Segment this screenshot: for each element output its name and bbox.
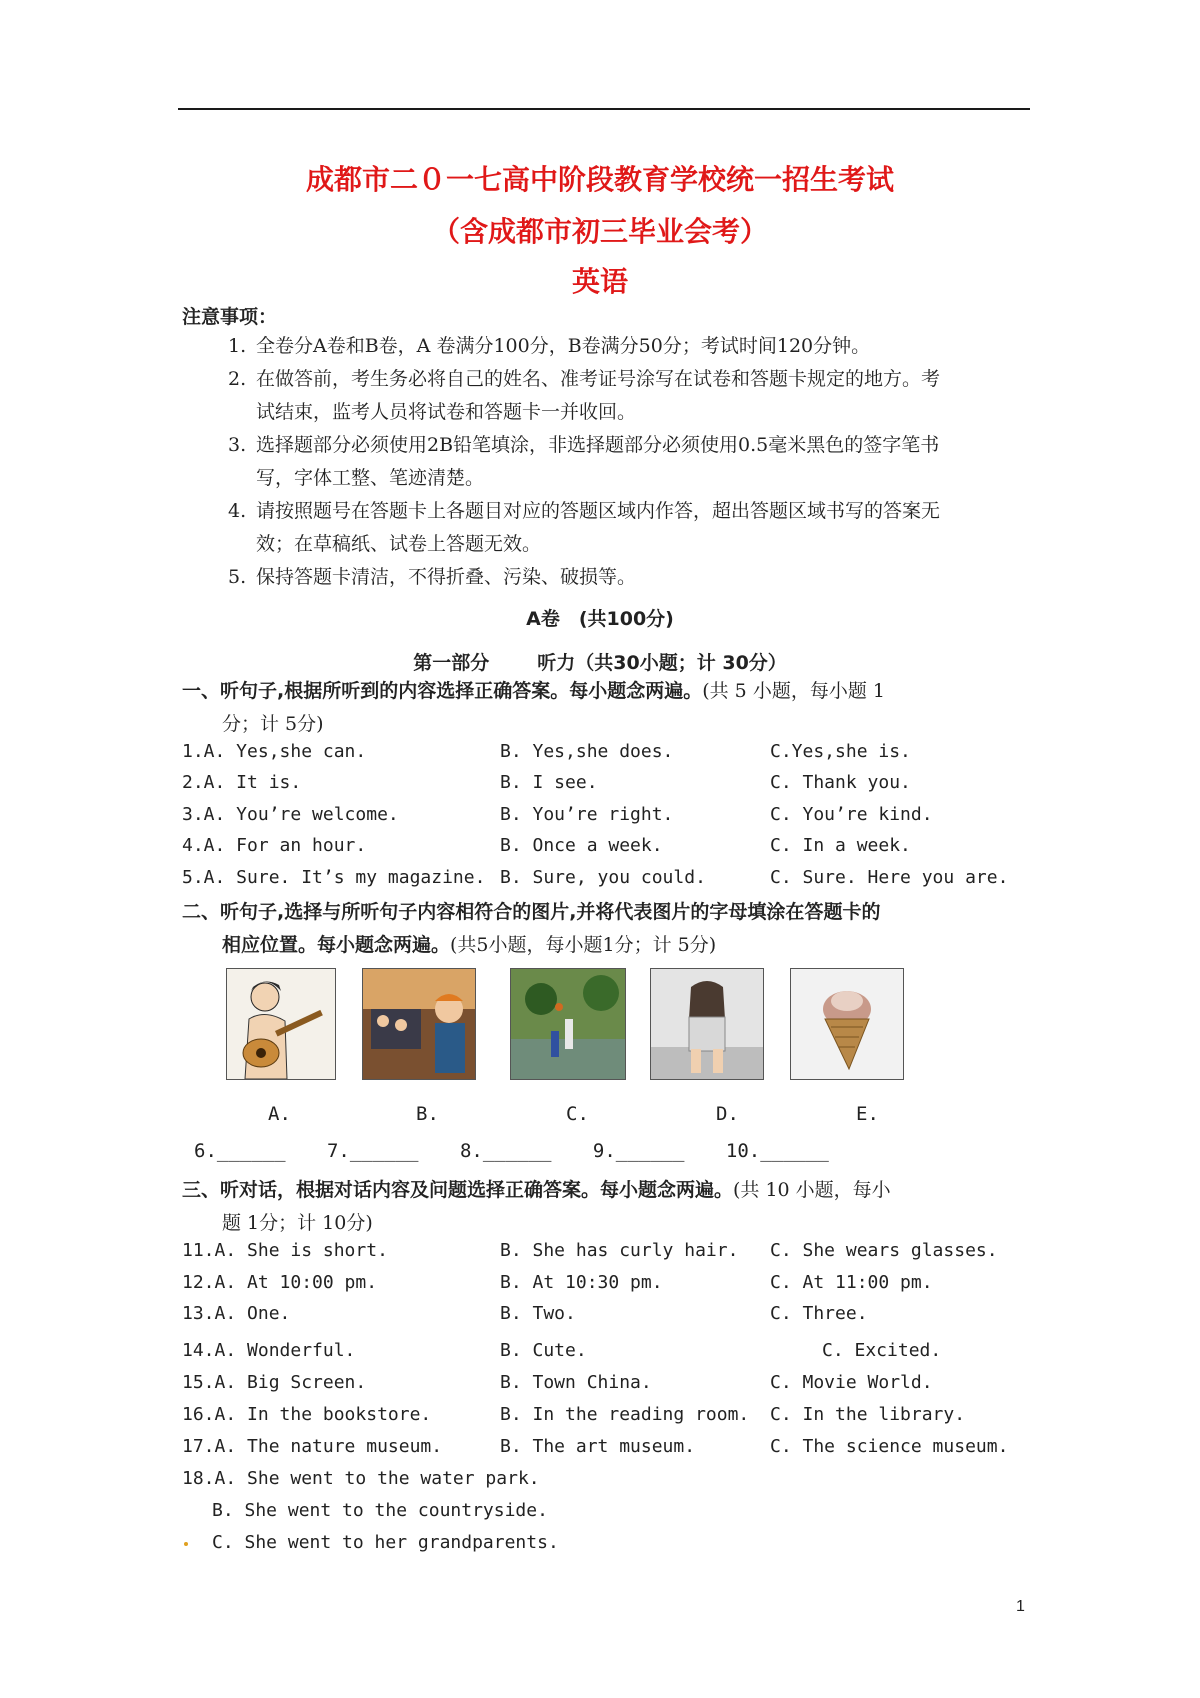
question-row: [182, 1496, 1042, 1526]
section-2-instruction: 二、听句子,选择与所听句子内容相符合的图片,并将代表图片的字母填涂在答题卡的: [182, 901, 881, 923]
question-row: [182, 1268, 1042, 1298]
ice-cream-illustration: [791, 969, 903, 1079]
option-b: B. She went to the countryside.: [212, 1500, 548, 1521]
part-one-heading: [0, 648, 1200, 675]
option-a: 15.A. Big Screen.: [182, 1372, 367, 1393]
top-rule: [178, 108, 1030, 110]
note-text: 请按照题号在答题卡上各题目对应的答题区域内作答，超出答题区域书写的答案无: [256, 500, 941, 522]
option-a: 3.A. You’re welcome.: [182, 804, 399, 825]
note-item: [228, 363, 1028, 429]
section-1-heading: [182, 675, 1022, 741]
classroom-illustration: [363, 969, 475, 1079]
option-c: C. In a week.: [770, 835, 911, 856]
note-item: [228, 429, 1028, 495]
stray-mark: [184, 1542, 188, 1546]
option-b: B. Once a week.: [500, 835, 663, 856]
exam-subtitle: （含成都市初三毕业会考）: [431, 215, 768, 248]
question-row: [182, 1432, 1042, 1462]
picture-label-a: A.: [268, 1103, 291, 1125]
part-title: 听力（共30小题；计 30分）: [537, 652, 787, 674]
note-text: 全卷分A卷和B卷，A 卷满分100分，B卷满分50分；考试时间120分钟。: [256, 335, 871, 357]
picture-classroom: [362, 968, 476, 1080]
picture-guitar: [226, 968, 336, 1080]
question-row: [182, 1236, 1042, 1266]
option-c: C. You’re kind.: [770, 804, 933, 825]
picture-ice-cream: [790, 968, 904, 1080]
question-row: [182, 1400, 1042, 1430]
note-text-cont: 效；在草稿纸、试卷上答题无效。: [256, 533, 542, 555]
option-b: B. I see.: [500, 772, 598, 793]
note-number: 4.: [228, 500, 247, 522]
section-3-heading: [182, 1174, 1022, 1240]
option-a: 1.A. Yes,she can.: [182, 741, 367, 762]
option-c: C. The science museum.: [770, 1436, 1009, 1457]
section-2-instruction-cont: 相应位置。每小题念两遍。: [222, 934, 451, 956]
section-2-points: (共5小题，每小题1分；计 5分): [450, 934, 717, 956]
option-b: B. In the reading room.: [500, 1404, 750, 1425]
note-text: 在做答前，考生务必将自己的姓名、准考证号涂写在试卷和答题卡规定的地方。考: [256, 368, 941, 390]
note-item: [228, 561, 1028, 594]
picture-basketball: [510, 968, 626, 1080]
note-item: [228, 495, 1028, 561]
option-b: B. The art museum.: [500, 1436, 696, 1457]
option-a: 16.A. In the bookstore.: [182, 1404, 432, 1425]
note-text-cont: 写，字体工整、笔迹清楚。: [256, 467, 485, 489]
section-3-instruction: 三、听对话，根据对话内容及问题选择正确答案。每小题念两遍。: [182, 1179, 734, 1201]
note-number: 1.: [228, 335, 247, 357]
option-a: 14.A. Wonderful.: [182, 1340, 356, 1361]
paper-a-heading: A卷 (共100分): [526, 608, 674, 630]
picture-label-c: C.: [566, 1103, 589, 1125]
question-row: [182, 737, 1042, 767]
note-number: 3.: [228, 434, 247, 456]
option-c: C.Yes,she is.: [770, 741, 911, 762]
question-row: [182, 1368, 1042, 1398]
notes-heading: 注意事项：: [182, 306, 278, 328]
option-c: C. Movie World.: [770, 1372, 933, 1393]
answer-blanks: [194, 1140, 859, 1162]
picture-label-d: D.: [716, 1103, 739, 1125]
option-c: C. She went to her grandparents.: [212, 1532, 559, 1553]
option-b: B. Town China.: [500, 1372, 652, 1393]
basketball-illustration: [511, 969, 625, 1079]
section-1-instruction: 一、听句子,根据所听到的内容选择正确答案。每小题念两遍。: [182, 680, 703, 702]
section-1-points: (共 5 小题，每小题 1: [702, 680, 885, 702]
option-c: C. Excited.: [822, 1340, 942, 1361]
option-b: B. Cute.: [500, 1340, 587, 1361]
option-b: B. Yes,she does.: [500, 741, 674, 762]
option-b: B. She has curly hair.: [500, 1240, 739, 1261]
note-number: 2.: [228, 368, 247, 390]
option-b: B. You’re right.: [500, 804, 674, 825]
note-text: 选择题部分必须使用2B铅笔填涂，非选择题部分必须使用0.5毫米黑色的签字笔书: [256, 434, 940, 456]
answer-blank[interactable]: 9.______: [592, 1140, 685, 1162]
question-row: [182, 1336, 1042, 1366]
question-row: [182, 831, 1042, 861]
subject-title: 英语: [571, 265, 628, 298]
note-number: 5.: [228, 566, 247, 588]
question-row: [182, 863, 1042, 893]
question-row: [182, 1464, 1042, 1494]
option-a: 5.A. Sure. It’s my magazine.: [182, 867, 486, 888]
note-text: 保持答题卡清洁，不得折叠、污染、破损等。: [256, 566, 637, 588]
option-c: C. At 11:00 pm.: [770, 1272, 933, 1293]
option-a: 12.A. At 10:00 pm.: [182, 1272, 378, 1293]
option-b: B. At 10:30 pm.: [500, 1272, 663, 1293]
guitar-player-illustration: [227, 969, 335, 1079]
option-a: 2.A. It is.: [182, 772, 302, 793]
picture-label-e: E.: [856, 1103, 879, 1125]
sad-girl-illustration: [651, 969, 763, 1079]
option-a: 11.A. She is short.: [182, 1240, 388, 1261]
section-3-points-cont: 题 1分；计 10分): [222, 1212, 373, 1234]
question-row: [182, 800, 1042, 830]
option-c: C. Thank you.: [770, 772, 911, 793]
option-c: C. Sure. Here you are.: [770, 867, 1009, 888]
note-item: [228, 330, 1028, 363]
option-a: 13.A. One.: [182, 1303, 291, 1324]
question-row: [182, 768, 1042, 798]
option-c: C. Three.: [770, 1303, 868, 1324]
option-b: B. Sure, you could.: [500, 867, 706, 888]
picture-label-b: B.: [416, 1103, 439, 1125]
answer-blank[interactable]: 8.______: [459, 1140, 552, 1162]
question-row: [182, 1528, 1042, 1558]
picture-sad-girl: [650, 968, 764, 1080]
answer-blank[interactable]: 6.______: [194, 1140, 286, 1162]
note-text-cont: 试结束，监考人员将试卷和答题卡一并收回。: [256, 401, 637, 423]
section-3-points: (共 10 小题，每小: [733, 1179, 891, 1201]
section-1-points-cont: 分；计 5分): [222, 713, 324, 735]
option-c: C. She wears glasses.: [770, 1240, 998, 1261]
answer-blank[interactable]: 7.______: [326, 1140, 419, 1162]
option-a: 17.A. The nature museum.: [182, 1436, 443, 1457]
option-a: 4.A. For an hour.: [182, 835, 367, 856]
option-b: B. Two.: [500, 1303, 576, 1324]
option-c: C. In the library.: [770, 1404, 966, 1425]
part-label: 第一部分: [413, 652, 490, 674]
answer-blank[interactable]: 10.______: [725, 1140, 829, 1162]
question-row: [182, 1299, 1042, 1329]
exam-title: 成都市二０一七高中阶段教育学校统一招生考试: [305, 163, 894, 196]
option-a: 18.A. She went to the water park.: [182, 1468, 540, 1489]
page-number: 1: [1016, 1598, 1025, 1615]
section-2-heading: [182, 896, 1022, 962]
